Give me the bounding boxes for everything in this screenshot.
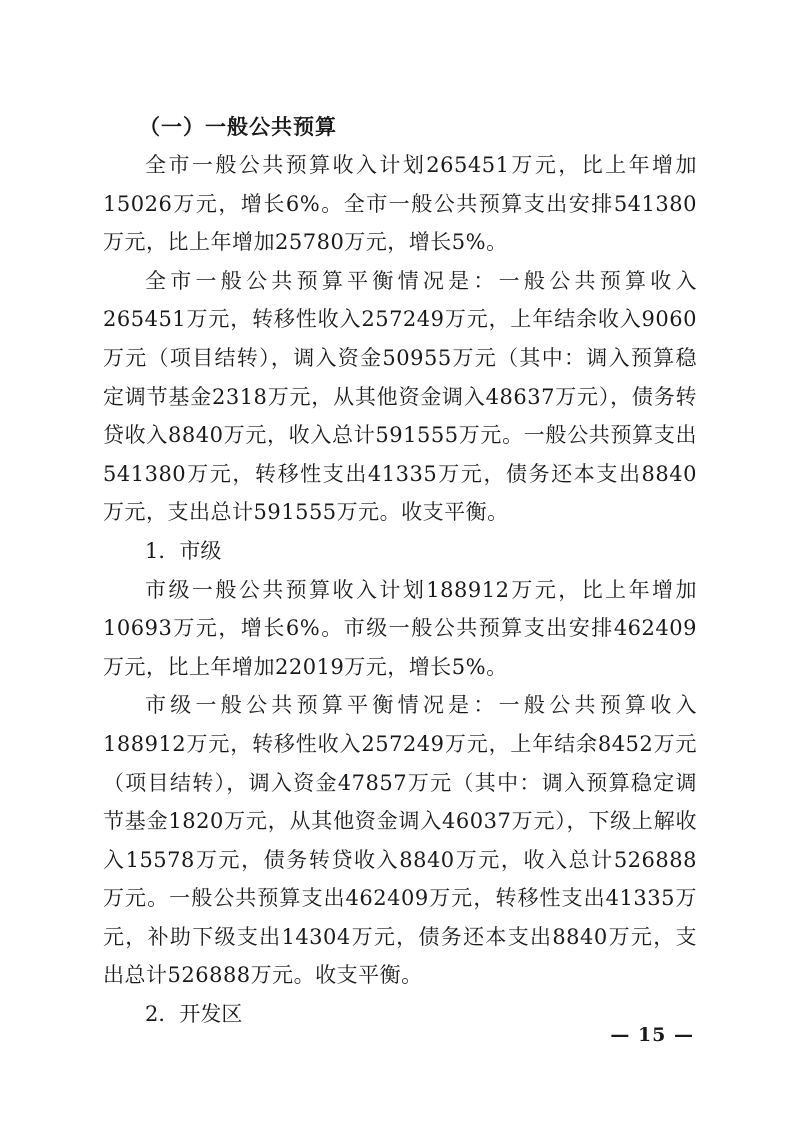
paragraph-city-budget-balance: 市级一般公共预算平衡情况是：一般公共预算收入188912万元，转移性收入257249万元，上年结余8452万元（项目结转），调入资金47857万元（其中：调入预算稳定调节基金1820万元，从其他资金调入46037万元），下级上解收入15578万元，债务转贷收入8840万元，收入总计526888万元。一般公共预算支出462409万元，转移性支出41335万元，补助下级支出14304万元，债务还本支出8840万元，支出总计526888万元。收支平衡。 [103, 693, 697, 988]
subheading-city-level: 1．市级 [145, 538, 222, 563]
page-number: — 15 — [610, 1024, 694, 1046]
section-title: （一）一般公共预算 [139, 115, 337, 139]
paragraph-city-budget-plan: 市级一般公共预算收入计划188912万元，比上年增加10693万元，增长6%。市级一般公共预算支出安排462409万元，比上年增加22019万元，增长5%。 [103, 577, 697, 679]
paragraph-total-budget-balance: 全市一般公共预算平衡情况是：一般公共预算收入265451万元，转移性收入257249万元，上年结余收入9060万元（项目结转），调入资金50955万元（其中：调入预算稳定调节基金2318万元，从其他资金调入48637万元），债务转贷收入8840万元，收入总计591555万元。一般公共预算支出541380万元，转移性支出41335万元，债务还本支出8840万元，支出总计591555万元。收支平衡。 [103, 268, 697, 525]
paragraph-total-budget-plan: 全市一般公共预算收入计划265451万元，比上年增加15026万元，增长6%。全市一般公共预算支出安排541380万元，比上年增加25780万元，增长5%。 [103, 153, 697, 255]
subheading-development-zone: 2．开发区 [145, 1002, 243, 1027]
page-content [103, 108, 697, 1034]
